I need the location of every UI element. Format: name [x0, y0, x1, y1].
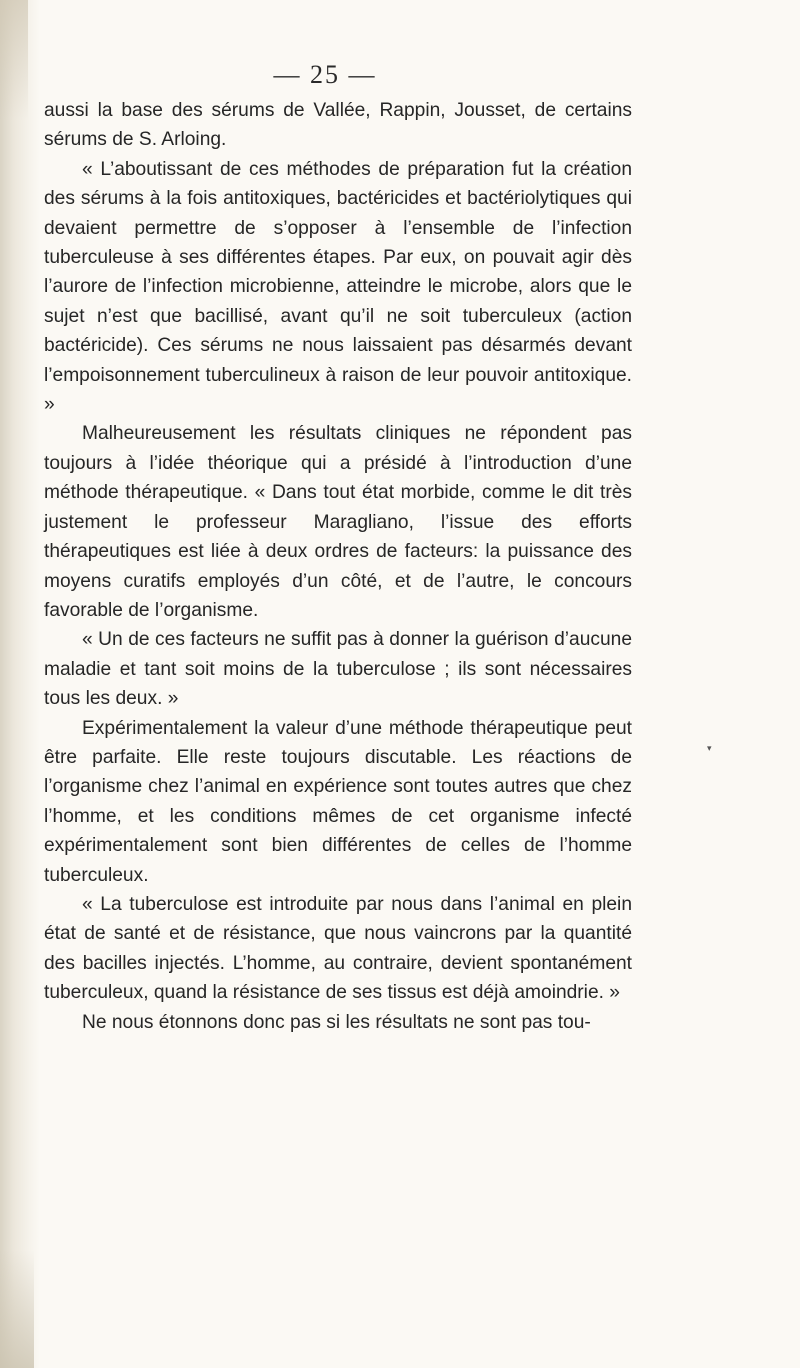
- paragraph: Expérimentalement la valeur d’une méthode thérapeutique peut être parfaite. Elle reste toujours discutable. Les réactions de l’organisme chez l’animal en expérience sont toutes autres que chez l’homme, et les conditions mêmes de cet organisme infecté expérimentalement sont bien différentes de celles de l’homme tuberculeux.: [44, 717, 632, 886]
- paragraph: « La tuberculose est introduite par nous dans l’animal en plein état de santé et de résistance, que nous vaincrons par la quantité des bacilles injectés. L’homme, au contraire, devient spontanément tuberculeux, quand la résistance de ses tissus est déjà amoindrie. »: [44, 893, 632, 1004]
- page-edge-shadow: [0, 0, 40, 1368]
- body-text: [44, 96, 632, 1037]
- paragraph: aussi la base des sérums de Vallée, Rappin, Jousset, de certains sérums de S. Arloing.: [44, 100, 632, 151]
- paragraph: « Un de ces facteurs ne suffit pas à donner la guérison d’aucune maladie et tant soit moins de la tuberculose ; ils sont nécessaires tous les deux. »: [44, 629, 632, 710]
- paragraph: Ne nous étonnons donc pas si les résultats ne sont pas tou-: [82, 1011, 591, 1033]
- page-stain-bottom: [0, 1250, 34, 1368]
- paragraph: Malheureusement les résultats cliniques ne répondent pas toujours à l’idée théorique qui a présidé à l’introduction d’une méthode thérapeutique. « Dans tout état morbide, comme le dit très justement le professeur Maragliano, l’issue des efforts thérapeutiques est liée à deux ordres de facteurs: la puissance des moyens curatifs employés d’un côté, et de l’autre, le concours favorable de l’organisme.: [44, 423, 632, 621]
- page-number: — 25 —: [273, 60, 377, 89]
- ink-mark: ▾: [707, 744, 712, 754]
- paragraph: « L’aboutissant de ces méthodes de préparation fut la création des sérums à la fois antitoxiques, bactéricides et bactériolytiques qui devaient permettre de s’opposer à l’ensemble de l’infection tuberculeuse à ses différentes étapes. Par eux, on pouvait agir dès l’aurore de l’infection microbienne, atteindre le microbe, alors que le sujet n’est que bacillisé, avant qu’il ne soit tuberculeux (action bactéricide). Ces sérums ne nous laissaient pas désarmés devant l’empoisonnement tuberculineux à raison de leur pouvoir antitoxique. »: [44, 158, 632, 416]
